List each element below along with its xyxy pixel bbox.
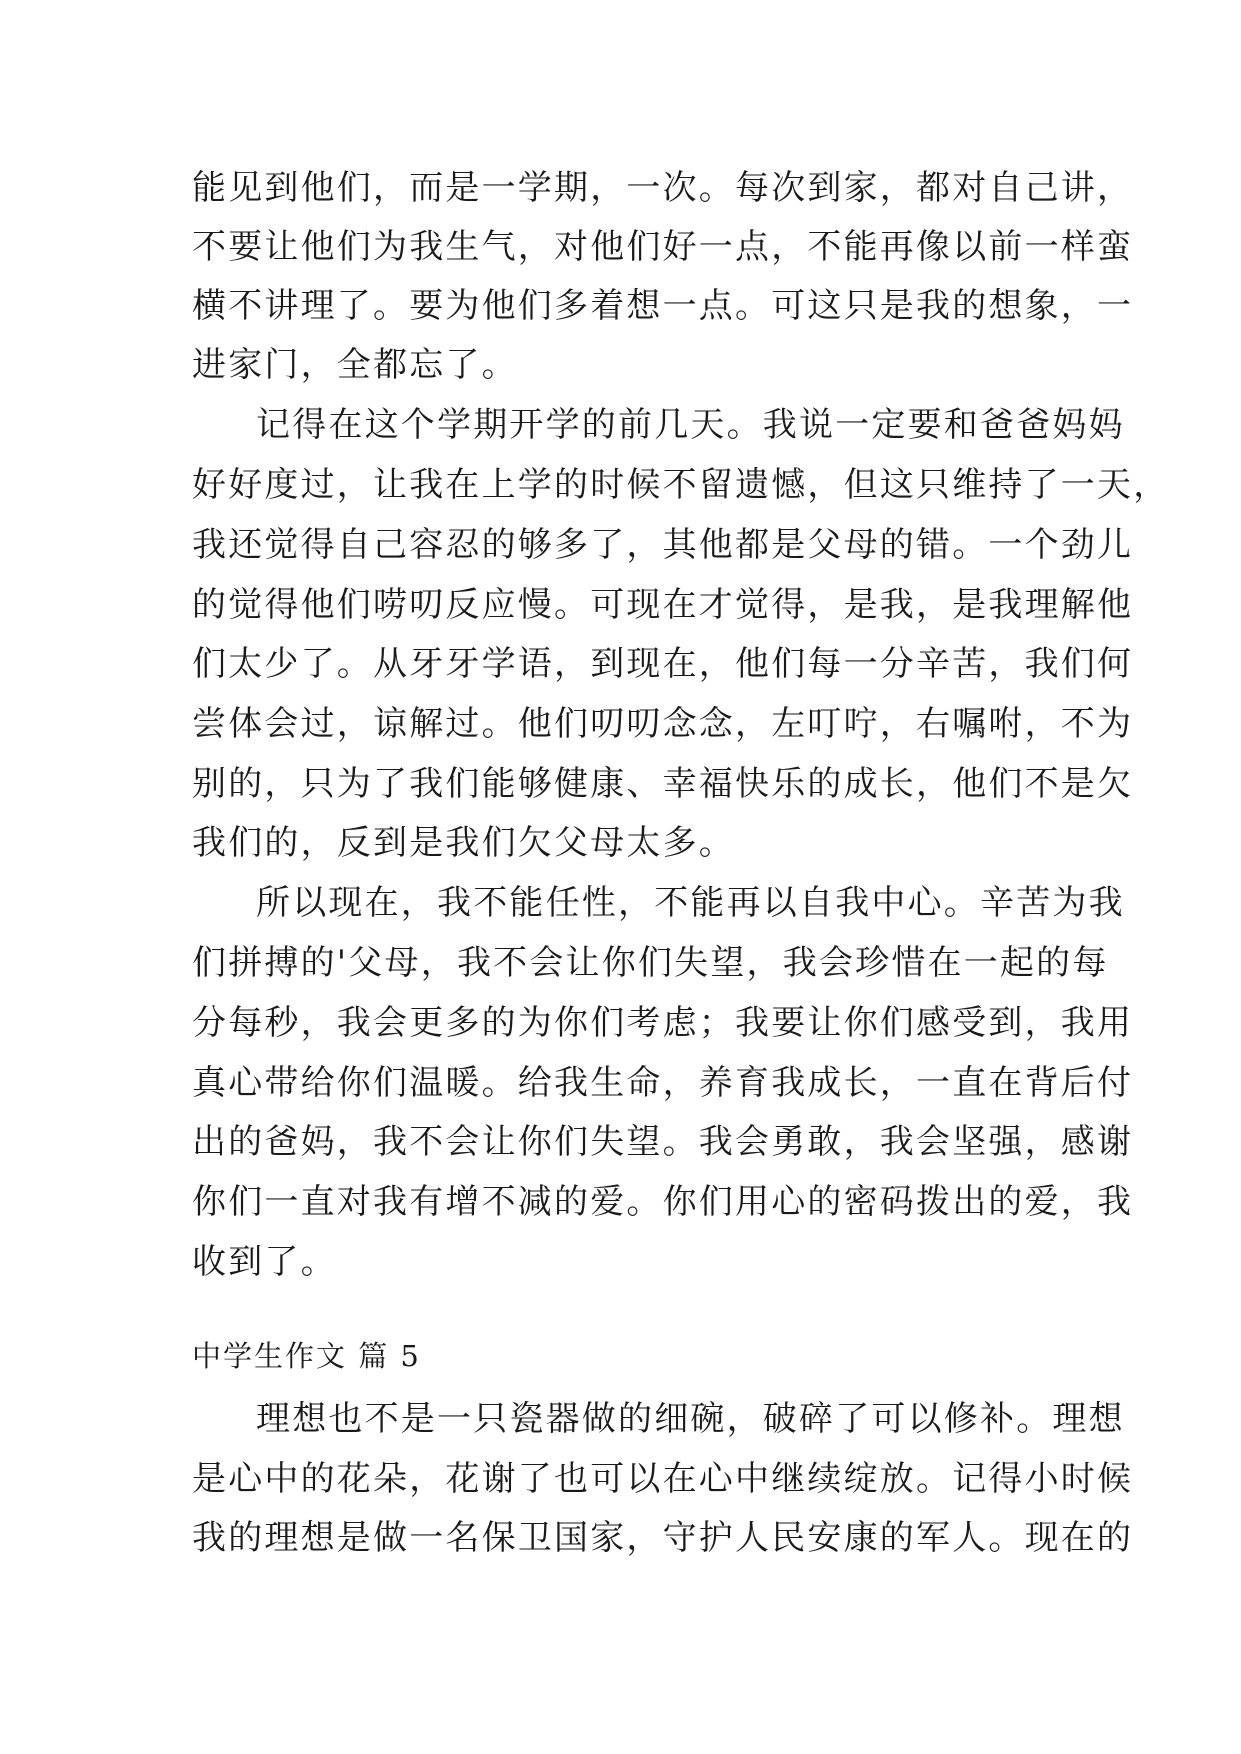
paragraph-first-line: 理想也不是一只瓷器做的细碗，破碎了可以修补。理想 [256,1399,1125,1439]
text-line: 分每秒，我会更多的为你们考虑；我要让你们感受到，我用 [192,1003,1134,1043]
text-line: 不要让他们为我生气，对他们好一点，不能再像以前一样蛮 [192,227,1134,267]
text-line: 真心带给你们温暖。给我生命，养育我成长，一直在背后付 [192,1063,1134,1103]
paragraph-first-line: 记得在这个学期开学的前几天。我说一定要和爸爸妈妈 [256,405,1125,445]
text-line: 是心中的花朵，花谢了也可以在心中继续绽放。记得小时候 [192,1459,1134,1499]
text-line: 我还觉得自己容忍的够多了，其他都是父母的错。一个劲儿 [192,525,1134,565]
text-line: 们太少了。从牙牙学语，到现在，他们每一分辛苦，我们何 [192,644,1134,684]
text-line: 别的，只为了我们能够健康、幸福快乐的成长，他们不是欠 [192,764,1134,804]
text-line: 我的理想是做一名保卫国家，守护人民安康的军人。现在的 [192,1518,1134,1558]
text-line: 能见到他们，而是一学期，一次。每次到家，都对自己讲， [192,168,1134,208]
text-line: 我们的，反到是我们欠父母太多。 [192,823,735,863]
text-line: 收到了。 [192,1242,337,1282]
text-line: 进家门，全都忘了。 [192,345,518,385]
text-line: 横不讲理了。要为他们多着想一点。可这只是我的想象，一 [192,286,1134,326]
text-line: 们拼搏的'父母，我不会让你们失望，我会珍惜在一起的每 [192,943,1109,983]
text-line: 尝体会过，谅解过。他们叨叨念念，左叮咛，右嘱咐，不为 [192,704,1134,744]
section-heading: 中学生作文 篇 5 [192,1339,421,1373]
text-line: 的觉得他们唠叨反应慢。可现在才觉得，是我，是我理解他 [192,585,1134,625]
text-line: 出的爸妈，我不会让你们失望。我会勇敢，我会坚强，感谢 [192,1122,1134,1162]
paragraph-first-line: 所以现在，我不能任性，不能再以自我中心。辛苦为我 [256,883,1125,923]
text-line: 好好度过，让我在上学的时候不留遗憾，但这只维持了一天， [192,465,1170,505]
text-line: 你们一直对我有增不减的爱。你们用心的密码拨出的爱，我 [192,1182,1134,1222]
